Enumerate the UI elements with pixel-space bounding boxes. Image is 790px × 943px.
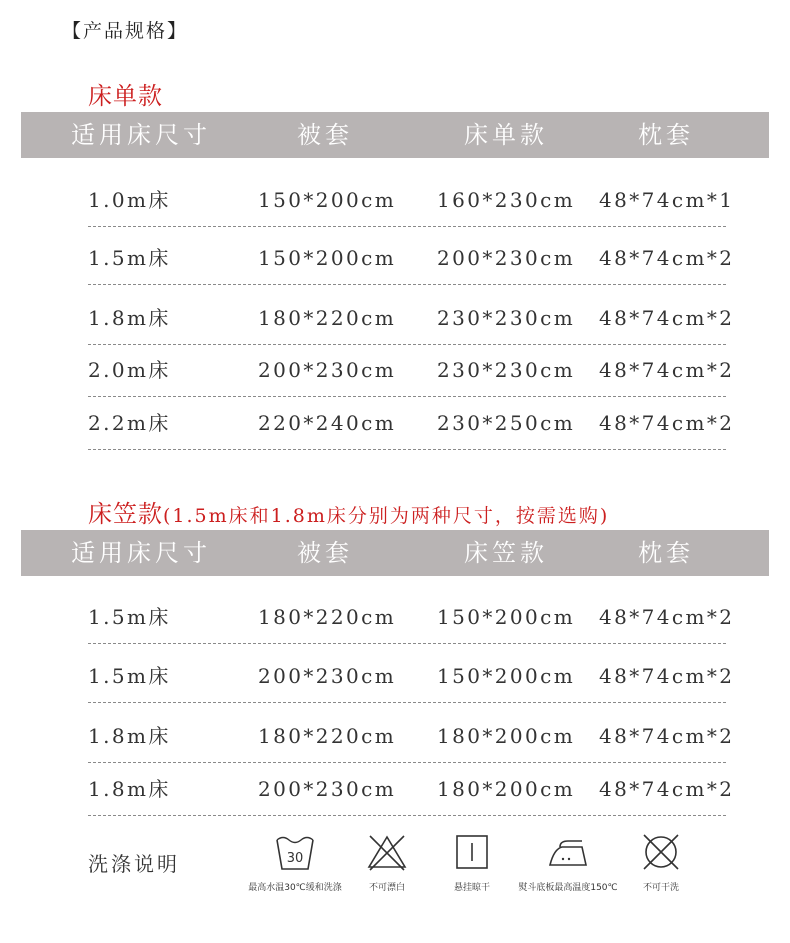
table-row	[88, 763, 735, 816]
cell-bed-size: 1.5m床	[88, 664, 171, 688]
table-row	[88, 345, 735, 397]
care-caption: 不可干洗	[642, 883, 679, 893]
cell-sheet: 180*200cm	[437, 724, 576, 748]
fitted-sheet-title: 床笠款	[88, 500, 163, 528]
cell-duvet-cover: 180*220cm	[258, 724, 397, 748]
cell-pillowcase: 48*74cm*2	[599, 724, 735, 748]
cell-pillowcase: 48*74cm*2	[599, 306, 735, 330]
cell-bed-size: 1.0m床	[88, 188, 171, 212]
cell-duvet-cover: 220*240cm	[258, 411, 397, 435]
cell-duvet-cover: 180*220cm	[258, 306, 397, 330]
care-item	[512, 832, 624, 893]
cell-sheet: 230*250cm	[437, 411, 576, 435]
washing-instructions-label: 洗涤说明	[88, 852, 180, 876]
cell-bed-size: 1.5m床	[88, 605, 171, 629]
header-fitted-sheet: 床笠款	[464, 539, 548, 567]
cell-bed-size: 2.2m床	[88, 411, 171, 435]
cell-bed-size: 1.8m床	[88, 724, 171, 748]
cell-duvet-cover: 200*230cm	[258, 358, 397, 382]
header-bed-size: 适用床尺寸	[71, 539, 211, 567]
header-pillowcase: 枕套	[638, 121, 694, 149]
cell-sheet: 150*200cm	[437, 664, 576, 688]
cell-sheet: 150*200cm	[437, 605, 576, 629]
table-row	[88, 227, 735, 285]
cell-duvet-cover: 180*220cm	[258, 605, 397, 629]
cell-pillowcase: 48*74cm*2	[599, 411, 735, 435]
cell-bed-size: 2.0m床	[88, 358, 171, 382]
cell-sheet: 160*230cm	[437, 188, 576, 212]
care-caption: 悬挂晾干	[453, 883, 490, 893]
cell-pillowcase: 48*74cm*1	[599, 188, 735, 212]
header-bed-size: 适用床尺寸	[71, 121, 211, 149]
care-caption: 最高水温30℃缓和洗涤	[248, 883, 342, 893]
wash-temperature: 30	[286, 851, 304, 866]
fitted-sheet-note: (1.5m床和1.8m床分别为两种尺寸，按需选购)	[163, 505, 610, 527]
care-item	[440, 832, 504, 893]
fitted-sheet-table-header	[21, 530, 769, 576]
table-row	[88, 576, 735, 644]
cell-pillowcase: 48*74cm*2	[599, 777, 735, 801]
cell-sheet: 180*200cm	[437, 777, 576, 801]
no-dry-clean-icon	[639, 832, 683, 872]
flat-sheet-table-header	[21, 112, 769, 158]
cell-sheet: 230*230cm	[437, 358, 576, 382]
cell-pillowcase: 48*74cm*2	[599, 605, 735, 629]
cell-pillowcase: 48*74cm*2	[599, 246, 735, 270]
header-flat-sheet: 床单款	[464, 121, 548, 149]
cell-duvet-cover: 200*230cm	[258, 777, 397, 801]
wash-30-icon	[273, 832, 317, 872]
cell-duvet-cover: 150*200cm	[258, 188, 397, 212]
cell-bed-size: 1.8m床	[88, 777, 171, 801]
cell-sheet: 230*230cm	[437, 306, 576, 330]
page-title: 【产品规格】	[62, 20, 189, 42]
cell-duvet-cover: 150*200cm	[258, 246, 397, 270]
cell-pillowcase: 48*74cm*2	[599, 664, 735, 688]
care-item	[355, 832, 419, 893]
care-caption: 不可漂白	[368, 883, 405, 893]
cell-bed-size: 1.5m床	[88, 246, 171, 270]
table-row	[88, 285, 735, 345]
header-pillowcase: 枕套	[638, 539, 694, 567]
cell-duvet-cover: 200*230cm	[258, 664, 397, 688]
flat-sheet-title: 床单款	[88, 82, 163, 110]
header-duvet-cover: 被套	[297, 539, 353, 567]
fitted-sheet-section-title	[88, 494, 609, 529]
iron-low-icon	[544, 832, 592, 872]
table-row	[88, 158, 735, 227]
care-caption: 熨斗底板最高温度150℃	[518, 883, 618, 893]
hang-dry-icon	[450, 832, 494, 872]
table-row	[88, 703, 735, 763]
flat-sheet-section-title	[88, 76, 163, 111]
cell-pillowcase: 48*74cm*2	[599, 358, 735, 382]
cell-bed-size: 1.8m床	[88, 306, 171, 330]
cell-sheet: 200*230cm	[437, 246, 576, 270]
table-row	[88, 397, 735, 450]
no-bleach-icon	[365, 832, 409, 872]
header-duvet-cover: 被套	[297, 121, 353, 149]
care-item	[245, 832, 345, 893]
care-item	[629, 832, 693, 893]
table-row	[88, 644, 735, 703]
